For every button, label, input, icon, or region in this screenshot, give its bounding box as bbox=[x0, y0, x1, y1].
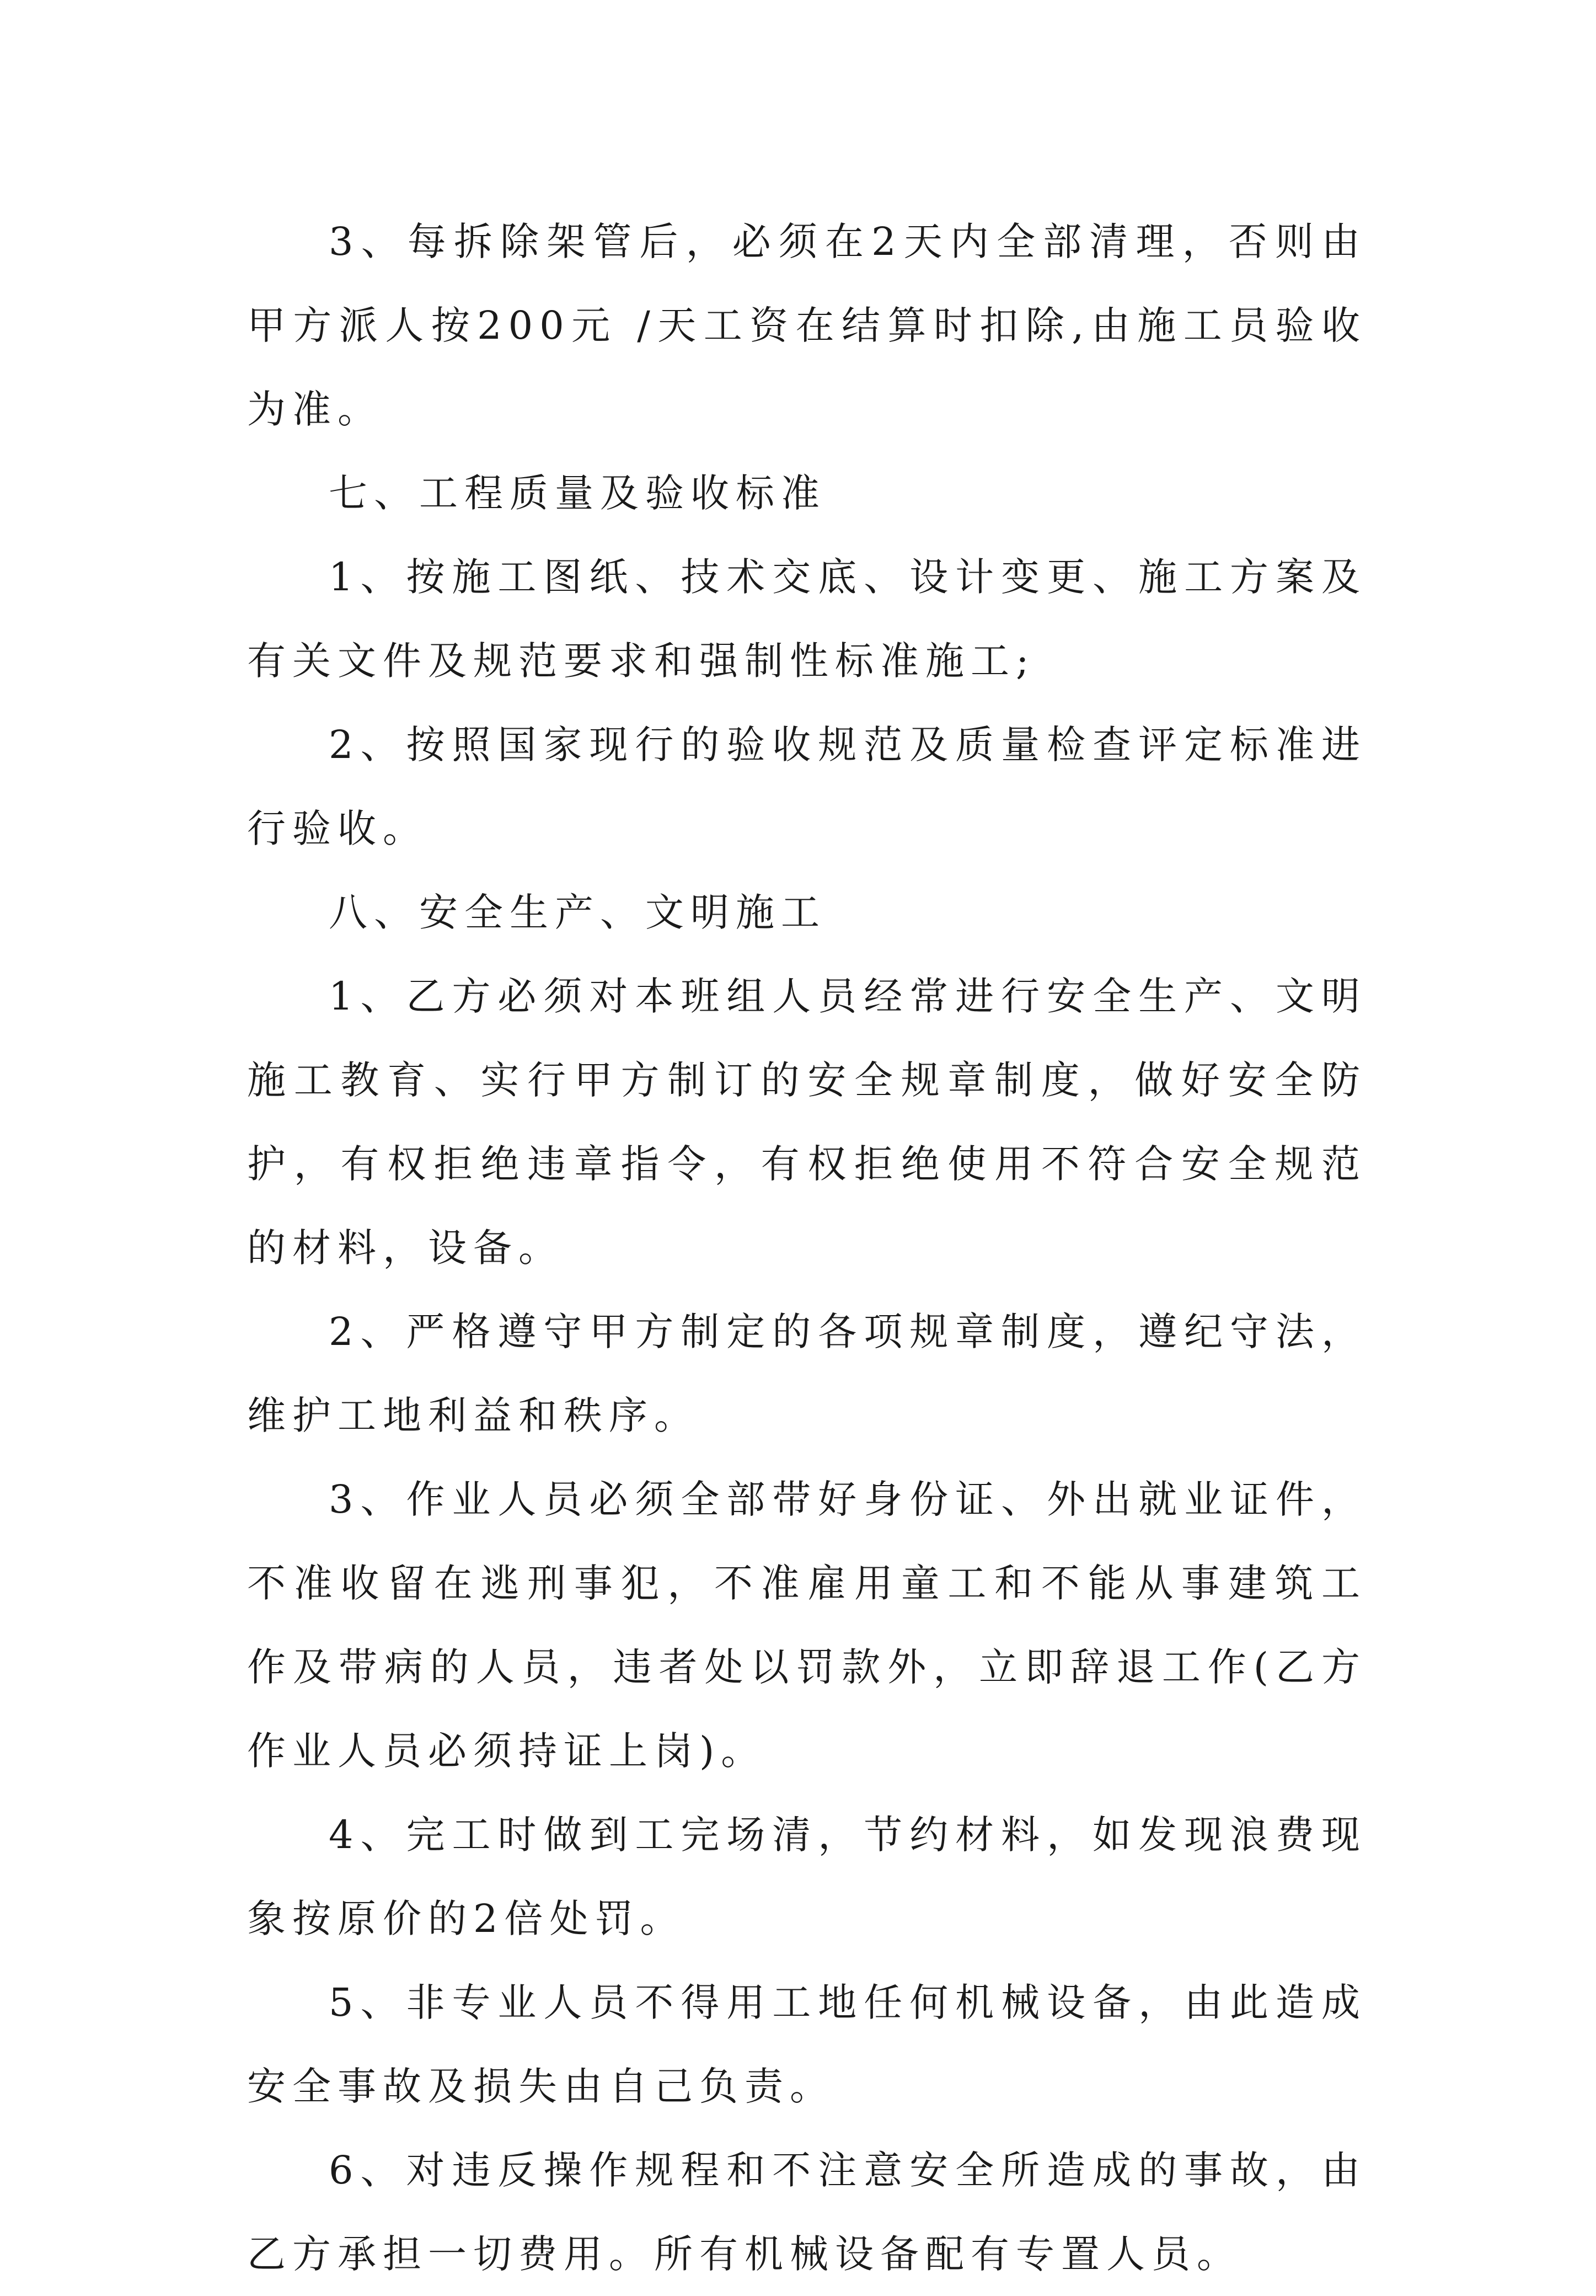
paragraph-rules-compliance: 2、严格遵守甲方制定的各项规章制度，遵纪守法，维护工地利益和秩序。 bbox=[247, 1309, 1367, 1438]
paragraph-cleanup-deadline: 3、每拆除架管后，必须在2天内全部清理，否则由甲方派人按200元 /天工资在结算时扣除,由施工员验收为准。 bbox=[247, 219, 1367, 432]
document-body bbox=[247, 200, 1367, 2296]
paragraph-construction-standards: 1、按施工图纸、技术交底、设计变更、施工方案及有关文件及规范要求和强制性标准施工; bbox=[247, 554, 1367, 684]
paragraph-safety-education: 1、乙方必须对本班组人员经常进行安全生产、文明施工教育、实行甲方制订的安全规章制度，做好安全防护，有权拒绝违章指令，有权拒绝使用不符合安全规范的材料，设备。 bbox=[247, 974, 1367, 1270]
section-heading-safety-civilized: 八、安全生产、文明施工 bbox=[329, 890, 826, 935]
paragraph-accident-liability: 6、对违反操作规程和不注意安全所造成的事故，由乙方承担一切费用。所有机械设备配有专置人员。 bbox=[247, 2148, 1367, 2277]
paragraph-worker-credentials: 3、作业人员必须全部带好身份证、外出就业证件，不准收留在逃刑事犯，不准雇用童工和不能从事建筑工作及带病的人员，违者处以罚款外，立即辞退工作(乙方作业人员必须持证上岗)。 bbox=[247, 1477, 1367, 1774]
paragraph-machinery-usage: 5、非专业人员不得用工地任何机械设备，由此造成安全事故及损失由自己负责。 bbox=[247, 1980, 1367, 2109]
paragraph-site-cleanup: 4、完工时做到工完场清，节约材料，如发现浪费现象按原价的2倍处罚。 bbox=[247, 1812, 1367, 1941]
paragraph-acceptance-norms: 2、按照国家现行的验收规范及质量检查评定标准进行验收。 bbox=[247, 722, 1367, 851]
section-heading-quality-acceptance: 七、工程质量及验收标准 bbox=[329, 471, 826, 516]
